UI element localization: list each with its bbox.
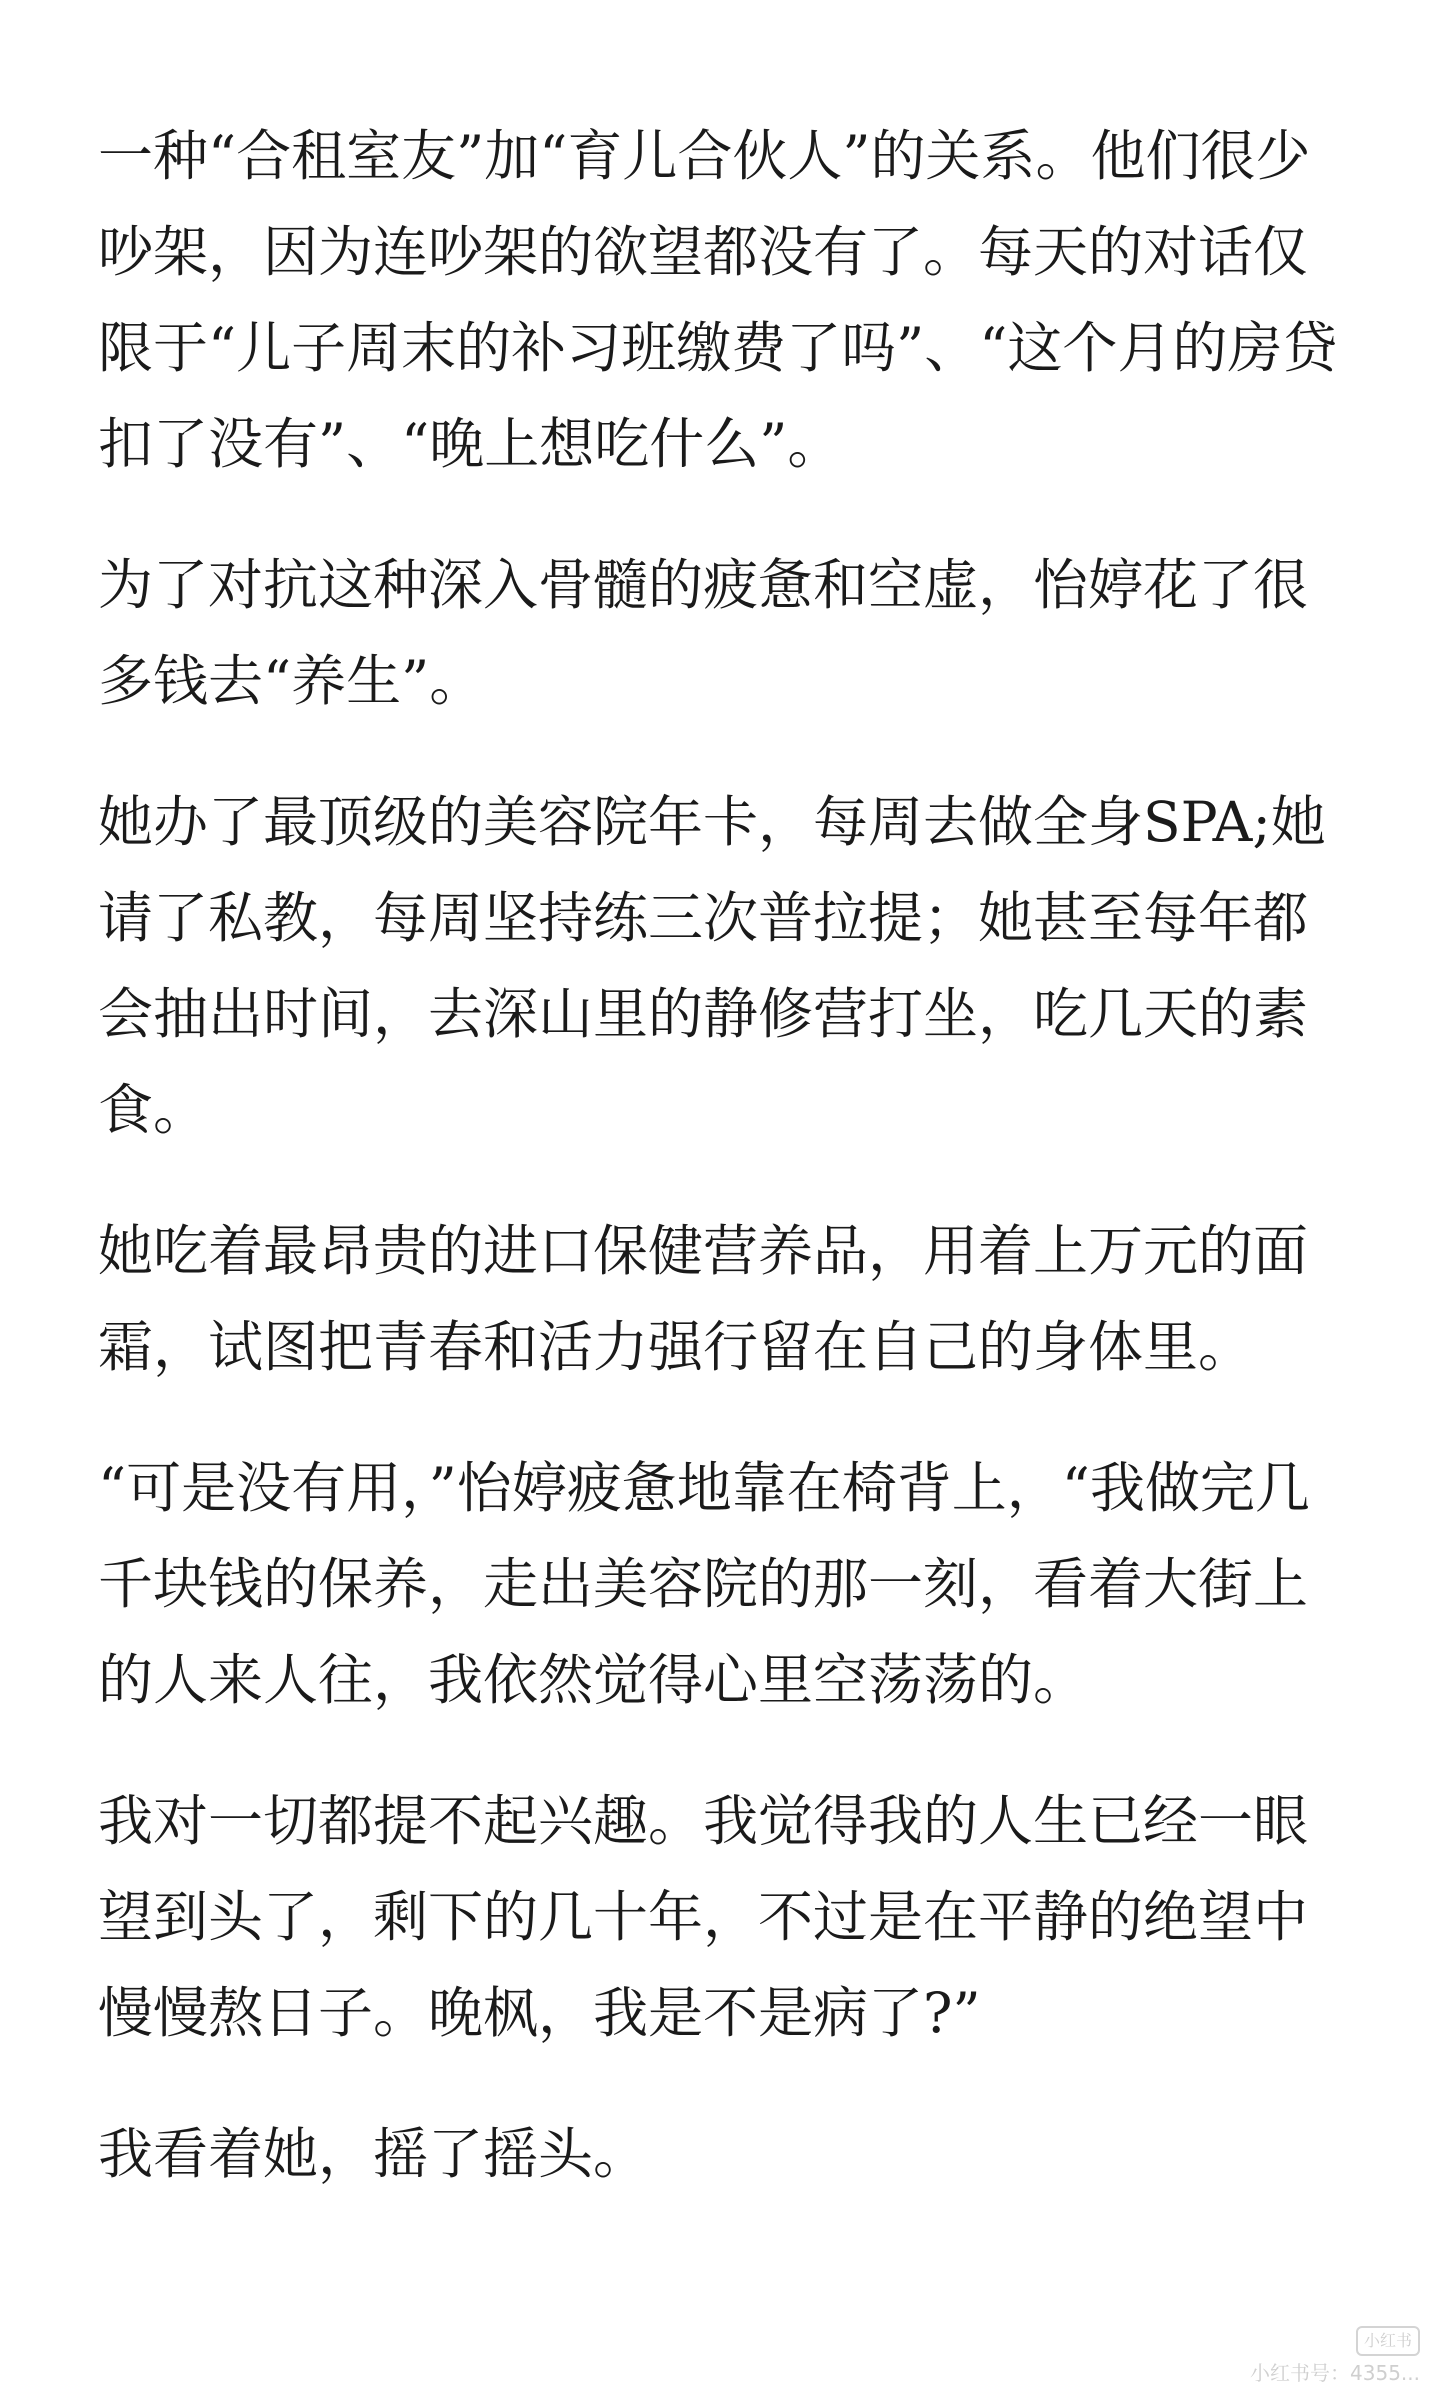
- watermark-logo: 小红书: [1356, 2326, 1420, 2356]
- paragraph: 为了对抗这种深入骨髓的疲惫和空虚，怡婷花了很多钱去“养生”。: [98, 553, 1309, 713]
- paragraph: 我对一切都提不起兴趣。我觉得我的人生已经一眼望到头了，剩下的几十年，不过是在平静的绝望中慢慢熬日子。晚枫，我是不是病了?”: [98, 1789, 1309, 2045]
- watermark: [1250, 2326, 1420, 2386]
- paragraph: 一种“合租室友”加“育儿合伙人”的关系。他们很少吵架，因为连吵架的欲望都没有了。每天的对话仅限于“儿子周末的补习班缴费了吗”、“这个月的房贷扣了没有”、“晚上想吃什么”。: [98, 124, 1338, 476]
- paragraph: 我看着她，摇了摇头。: [98, 2122, 649, 2186]
- paragraph: 她吃着最昂贵的进口保健营养品，用着上万元的面霜，试图把青春和活力强行留在自己的身体里。: [98, 1219, 1309, 1379]
- paragraph: “可是没有用，”怡婷疲惫地靠在椅背上，“我做完几千块钱的保养，走出美容院的那一刻，看着大街上的人来人往，我依然觉得心里空荡荡的。: [98, 1456, 1310, 1712]
- watermark-text: 小红书号：4355...: [1250, 2361, 1420, 2385]
- paragraph: 她办了最顶级的美容院年卡，每周去做全身SPA;她请了私教，每周坚持练三次普拉提；她甚至每年都会抽出时间，去深山里的静修营打坐，吃几天的素食。: [98, 790, 1326, 1142]
- article-body: [98, 108, 1348, 2247]
